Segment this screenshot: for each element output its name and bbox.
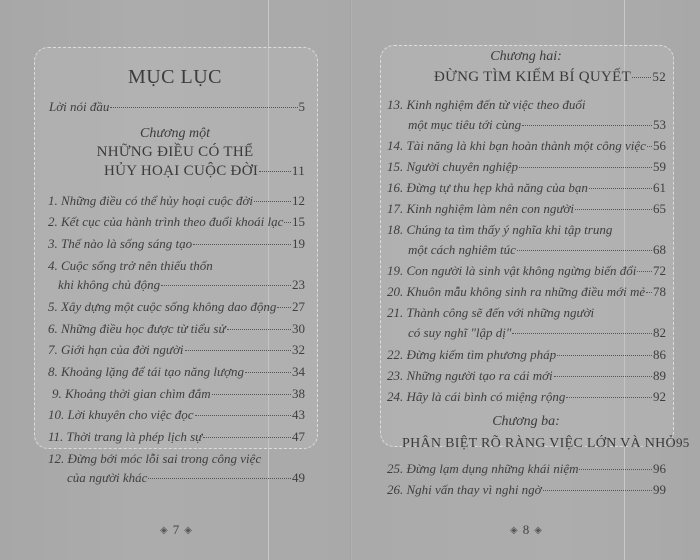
toc-entry: 6. Những điều học được từ tiểu sử 30 bbox=[48, 321, 305, 336]
ornament-icon: ◈ bbox=[184, 524, 192, 536]
toc-entry: 2. Kết cục của hành trình theo đuổi khoái lạc 15 bbox=[48, 214, 305, 229]
toc-entry: 11. Thời trang là phép lịch sự 47 bbox=[48, 429, 305, 444]
ornament-icon: ◈ bbox=[160, 524, 168, 536]
toc-entry: 17. Kinh nghiệm làm nên con người 65 bbox=[387, 201, 666, 216]
toc-entry-line1: 13. Kinh nghiệm đến từ việc theo đuổi bbox=[387, 97, 586, 112]
chapter-title-line1: NHỮNG ĐIỀU CÓ THỂ bbox=[96, 144, 254, 160]
page-number: ◈ 8 ◈ bbox=[510, 522, 542, 537]
toc-entry: 16. Đừng tự thu hẹp khả năng của bạn 61 bbox=[387, 180, 666, 195]
toc-entry: 22. Đừng kiếm tìm phương pháp 86 bbox=[387, 347, 666, 362]
chapter-label: Chương hai: bbox=[490, 49, 562, 64]
toc-entry: 8. Khoảng lặng để tái tạo năng lượng 34 bbox=[48, 364, 305, 379]
toc-entry: 19. Con người là sinh vật không ngừng biến đổi 72 bbox=[387, 263, 666, 278]
toc-entry: của người khác 49 bbox=[67, 470, 305, 485]
toc-entry: có suy nghĩ "lập dị" 82 bbox=[408, 325, 666, 340]
page-title: MỤC LỤC bbox=[127, 66, 223, 88]
toc-entry: 1. Những điều có thể hủy hoại cuộc đời 12 bbox=[48, 193, 305, 208]
toc-entry: 25. Đừng lạm dụng những khái niệm 96 bbox=[387, 461, 666, 476]
chapter-title: PHÂN BIỆT RÕ RÀNG VIỆC LỚN VÀ NHỎ 95 bbox=[402, 435, 690, 451]
chapter-title: ĐỪNG TÌM KIẾM BÍ QUYẾT 52 bbox=[434, 69, 666, 85]
toc-entry: khi không chủ động 23 bbox=[58, 277, 305, 292]
toc-entry: 24. Hãy là cái bình có miệng rộng 92 bbox=[387, 389, 666, 404]
toc-entry: 26. Nghi vấn thay vì nghi ngờ 99 bbox=[387, 482, 666, 497]
toc-entry-preface: Lời nói đầu 5 bbox=[49, 99, 305, 114]
toc-entry: 14. Tài năng là khi bạn hoàn thành một công việc 56 bbox=[387, 138, 666, 153]
toc-entry: 10. Lời khuyên cho việc đọc 43 bbox=[48, 407, 305, 422]
toc-entry: 7. Giới hạn của đời người 32 bbox=[48, 342, 305, 357]
toc-entry: một mục tiêu tới cùng 53 bbox=[408, 117, 666, 132]
toc-entry-line1: 12. Đừng bới móc lỗi sai trong công việc bbox=[48, 451, 262, 466]
toc-entry-line1: 18. Chúng ta tìm thấy ý nghĩa khi tập trung bbox=[387, 222, 613, 237]
toc-entry-line1: 21. Thành công sẽ đến với những người bbox=[387, 305, 595, 320]
chapter-label: Chương một bbox=[140, 126, 210, 141]
ornament-icon: ◈ bbox=[510, 524, 518, 536]
toc-entry: 20. Khuôn mẫu không sinh ra những điều mới mẻ 78 bbox=[387, 284, 666, 299]
chapter-label: Chương ba: bbox=[492, 414, 560, 429]
chapter-title-line2: HỦY HOẠI CUỘC ĐỜI 11 bbox=[104, 163, 305, 179]
toc-entry: 15. Người chuyên nghiệp 59 bbox=[387, 159, 666, 174]
right-page bbox=[352, 0, 700, 560]
toc-entry: 23. Những người tạo ra cái mới 89 bbox=[387, 368, 666, 383]
toc-entry-line1: 4. Cuộc sống trở nên thiếu thốn bbox=[48, 258, 213, 273]
toc-entry: một cách nghiêm túc 68 bbox=[408, 242, 666, 257]
page-number: ◈ 7 ◈ bbox=[160, 522, 192, 537]
toc-entry: 5. Xây dựng một cuộc sống không dao động 27 bbox=[48, 299, 305, 314]
toc-entry: 9. Khoảng thời gian chìm đắm 38 bbox=[52, 386, 305, 401]
toc-entry: 3. Thế nào là sống sáng tạo 19 bbox=[48, 236, 305, 251]
ornament-icon: ◈ bbox=[534, 524, 542, 536]
